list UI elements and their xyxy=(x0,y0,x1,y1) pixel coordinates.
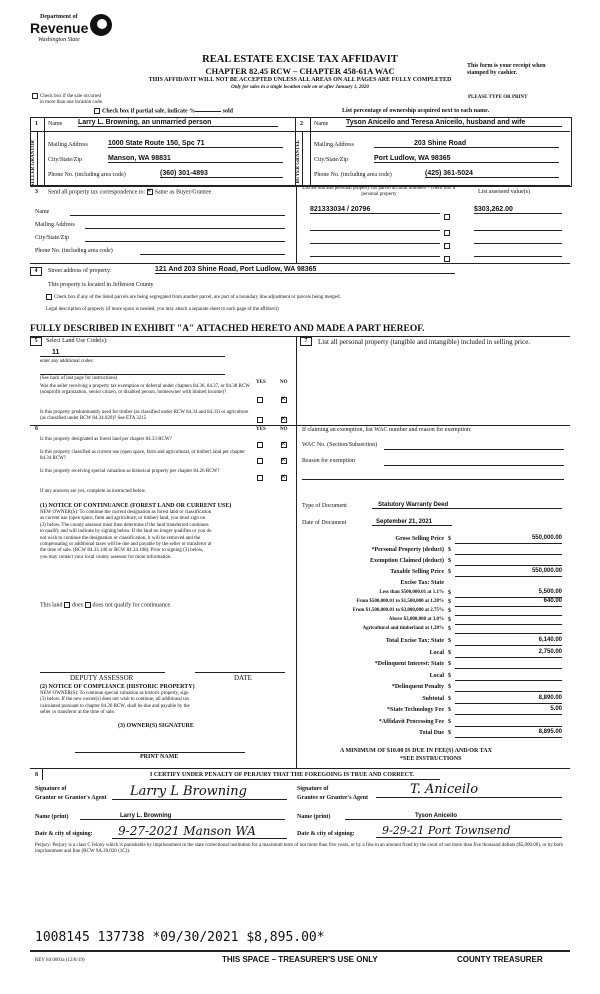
segregated-check[interactable] xyxy=(46,294,341,300)
tax-row-value[interactable] xyxy=(455,607,562,616)
segregated-label: Check box if any of the listed parcels are being segregated from another parcel, are part of a boundary line adjustment or parcels being merged. xyxy=(54,295,341,301)
exemption-label: If claiming an exemption, list WAC number and reason for exemption: xyxy=(302,427,472,433)
tax-row-label: From $1,500,000.01 to $3,000,000 at 2.75% xyxy=(352,608,444,613)
tax-row-value[interactable] xyxy=(455,616,562,625)
dor-logo-emblem-icon xyxy=(90,14,112,36)
notice-line: NEW OWNER(S): To continue special valuation as historic property, sign xyxy=(40,691,189,696)
grantor-date-city[interactable]: 9-27-2021 Manson WA xyxy=(112,824,287,839)
treasurer-receipt-stamp: 1008145 137738 *09/30/2021 $8,895.00* xyxy=(35,930,325,945)
land-use-label: Select Land Use Code(s): xyxy=(46,338,108,344)
multi-location-label-2: in more than one location code. xyxy=(40,100,104,105)
grantor-name-print-label: Name (print) xyxy=(35,814,69,820)
buyer-name[interactable]: Tyson Aniceilo and Teresa Aniceilo, husband and wife xyxy=(346,119,562,127)
partial-sale-check[interactable] xyxy=(94,108,233,114)
this-land-label: This land xyxy=(40,602,63,609)
deputy-assessor-label: DEPUTY ASSESSOR xyxy=(70,674,134,682)
dept-line3: Washington State xyxy=(38,37,80,43)
tax-row-label: Local xyxy=(429,649,444,656)
tax-row-label: Less than $500,000.01 at 1.1% xyxy=(379,590,444,595)
tax-dollar-sign: $ xyxy=(448,547,451,553)
tax-row-label: *Affidavit Processing Fee xyxy=(378,718,444,725)
tax-row-value[interactable] xyxy=(455,625,562,634)
s5-question-timber: Is this property predominantly used for timber (as classified under RCW 84.34 and 84.33) or agriculture (as classified under RCW 84.34.020)? See ETA 3215 xyxy=(40,410,249,421)
tax-row-label: *Personal Property (deduct) xyxy=(371,547,444,553)
seller-phone[interactable]: (360) 301-4893 xyxy=(160,170,283,178)
tax-row-label: *State Technology Fee xyxy=(387,707,444,713)
s6-yes-header: YES xyxy=(256,427,266,432)
doc-date-label: Date of Document xyxy=(302,520,347,526)
notice-line: not wish to continue the designation or classification, it will be removed and the xyxy=(40,535,201,541)
s6-question-forest: Is this property designated as forest land per chapter 84.33 RCW? xyxy=(40,437,172,442)
parcel-header: List all real and personal property tax parcel account numbers – check box if personal property xyxy=(302,186,456,197)
tax-row-value[interactable]: 5,500.00 xyxy=(455,589,562,598)
grantee-date-city-label: Date & city of signing: xyxy=(297,831,355,837)
s6-question-current-use: Is this property classified as current use (open space, farm and agricultural, or timber) land per chapter 84.34 RCW? xyxy=(40,450,245,461)
tax-dollar-sign: $ xyxy=(448,536,451,542)
dept-line2: Revenue xyxy=(30,20,89,36)
tax-row-value[interactable] xyxy=(455,557,562,566)
land-does-checkbox[interactable] xyxy=(64,602,70,608)
s6-q2-no-checkbox[interactable] xyxy=(281,458,287,464)
perjury-notice: Perjury: Perjury is a class C felony which is punishable by imprisonment in the state correctional institution for a maximum term of not more than five years, or by a fine in an amount fixed by the court of not more than five thousand dollars ($5,000.00), or by both imprisonment and fine (RCW 9A.20.020 (1C)). xyxy=(35,843,563,854)
tax-dollar-sign: $ xyxy=(448,569,451,575)
form-revision: REV 84 0001a (12/6/19) xyxy=(35,958,85,963)
seller-addr-label: Mailing Address xyxy=(48,142,88,148)
s5-q2-no-checkbox[interactable] xyxy=(281,417,287,423)
legal-description-label: Legal description of property (if more space is needed, you may attach a separate sheet to each page of the affidavit) xyxy=(46,307,279,312)
section8-number: 8 xyxy=(35,772,38,778)
tax-row-label: Taxable Selling Price xyxy=(390,569,444,575)
segregated-checkbox[interactable] xyxy=(46,294,52,300)
tax-row-value[interactable] xyxy=(455,718,562,727)
doc-type-label: Type of Document xyxy=(302,503,347,509)
parcel-personal-checkbox-2[interactable] xyxy=(444,230,450,236)
tax-dollar-sign: $ xyxy=(448,672,451,679)
does-not-label: does not qualify for continuance. xyxy=(92,602,172,609)
tax-dollar-sign: $ xyxy=(448,695,451,702)
s6-question-historic: Is this property receiving special valuation as historical property per chapter 84.26 RCW? xyxy=(40,469,220,474)
s6-if-yes-note: If any answers are yes, complete as instructed below. xyxy=(40,489,147,494)
grantee-signature[interactable]: T. Aniceilo xyxy=(376,782,562,798)
tax-dollar-sign: $ xyxy=(448,684,451,690)
grantee-date-city[interactable]: 9-29-21 Port Townsend xyxy=(376,824,562,838)
tax-row-label: Excise Tax: State xyxy=(400,580,444,586)
notice-compliance-text xyxy=(40,691,190,717)
please-type: PLEASE TYPE OR PRINT xyxy=(468,95,528,100)
parcel-personal-checkbox-4[interactable] xyxy=(444,256,450,262)
ownership-note: List percentage of ownership acquired next to each name. xyxy=(342,108,490,114)
tax-row-value[interactable]: 550,000.00 xyxy=(455,568,562,577)
tax-row-value[interactable]: 550,000.00 xyxy=(455,535,562,544)
dept-line1: Department of xyxy=(40,14,78,20)
grantor-printed-name[interactable]: Larry L. Browning xyxy=(80,813,285,820)
see-instructions-note: *SEE INSTRUCTIONS xyxy=(400,756,462,762)
notice-compliance-title: (2) NOTICE OF COMPLIANCE (HISTORIC PROPERTY) xyxy=(40,684,195,690)
only-for-note: Only for sales in a single location code on or after January 1, 2020 xyxy=(231,85,369,90)
section2-number: 2 xyxy=(300,121,303,127)
notice-line: (3) below. If the new owner(s) does not wish to continue, all additional tax xyxy=(40,697,190,703)
buyer-phone-label: Phone No. (including area code) xyxy=(314,172,392,178)
county-treasurer-label: COUNTY TREASURER xyxy=(457,955,543,964)
land-does-not-checkbox[interactable] xyxy=(85,602,91,608)
assessed-value[interactable]: $303,262.00 xyxy=(474,206,562,214)
s5-q1-no-checkbox[interactable] xyxy=(281,397,287,403)
tax-row-value[interactable] xyxy=(455,683,562,692)
partial-sale-checkbox[interactable] xyxy=(94,108,100,114)
form-warning: THIS AFFIDAVIT WILL NOT BE ACCEPTED UNLESS ALL AREAS ON ALL PAGES ARE FULLY COMPLETED xyxy=(148,77,452,83)
parcel-number[interactable]: 821333034 / 20796 xyxy=(310,206,440,214)
s5-yes-header: YES xyxy=(256,380,266,385)
seller-phone-label: Phone No. (including area code) xyxy=(48,172,126,178)
wac-label: WAC No. (Section/Subsection) xyxy=(302,442,378,448)
notice-line: as current use (open space, farm and agriculture, or timber) land, you must sign on xyxy=(40,516,206,522)
county-note: This property is located in Jefferson County xyxy=(48,282,154,288)
section3-number: 3 xyxy=(35,189,38,195)
exemption-reason-label: Reason for exemption xyxy=(302,458,355,464)
tax-row-label: Local xyxy=(429,672,444,679)
section3-correspondence xyxy=(48,189,211,195)
grantee-sig-label-1: Signature of xyxy=(297,786,329,792)
multi-location-label-1: Check box if the sale occurred xyxy=(40,94,101,100)
buyer-phone[interactable]: (425) 361-5024 xyxy=(425,170,559,178)
tax-row-label: *Delinquent Penalty xyxy=(391,684,444,690)
tax-dollar-sign: $ xyxy=(448,558,451,564)
personal-property-label: List all personal property (tangible and intangible) included in selling price. xyxy=(318,338,531,346)
tax-row-label: Gross Selling Price xyxy=(395,536,444,542)
tax-row-label: Subtotal xyxy=(422,695,444,702)
s6-q1-yes-checkbox[interactable] xyxy=(257,442,263,448)
tax-dollar-sign: $ xyxy=(448,730,451,736)
seller-city-label: City/State/Zip xyxy=(48,157,82,163)
street-address-label: Street address of property: xyxy=(48,268,112,274)
buyer-addr-label: Mailing Address xyxy=(314,142,354,148)
buyer-city-label: City/State/Zip xyxy=(314,157,348,163)
tax-row-label: From $500,000.01 to $1,500,000 at 1.28% xyxy=(356,599,444,604)
tax-row-value[interactable]: 640.00 xyxy=(455,598,562,607)
s5-q2-yes-checkbox[interactable] xyxy=(257,417,263,423)
section5-number: 5 xyxy=(30,337,42,346)
notice-line: seller or transferor at the time of sale. xyxy=(40,710,115,716)
grantor-sig-label-2: Grantor or Grantor's Agent xyxy=(35,795,107,801)
dor-logo xyxy=(30,14,120,54)
seller-name-label: Name xyxy=(48,121,63,127)
notice-line: you may contact your local county assessor for more information. xyxy=(40,554,172,560)
tax-row-value[interactable] xyxy=(455,546,562,555)
tax-row-label: Exemption Claimed (deduct) xyxy=(370,558,444,564)
tax-row-value[interactable]: 5.00 xyxy=(455,706,562,715)
section7-number: 7 xyxy=(300,337,312,346)
owner-signature-label: (3) OWNER(S) SIGNATURE xyxy=(118,723,194,729)
doc-date[interactable]: September 21, 2021 xyxy=(372,519,452,526)
partial-sale-label: Check box if partial sale, indicate % xyxy=(102,108,196,115)
print-name-label: PRINT NAME xyxy=(140,754,179,760)
grantee-sig-label-2: Grantee or Grantee's Agent xyxy=(297,795,369,801)
correspondence-label: Send all property tax correspondence to: xyxy=(48,189,146,196)
assessed-header: List assessed value(s) xyxy=(478,189,530,195)
buyer-name-label: Name xyxy=(314,121,329,127)
deputy-date-label: DATE xyxy=(234,674,252,682)
street-address[interactable]: 121 And 203 Shine Road, Port Ludlow, WA 98365 xyxy=(155,266,455,274)
grantee-printed-name[interactable]: Tyson Aniceilo xyxy=(345,813,562,820)
tax-dollar-sign: $ xyxy=(448,617,451,623)
notice-line: NEW OWNER(S): To continue the current designation as forest land or classification xyxy=(40,510,212,515)
s3-phone-label: Phone No. (including area code) xyxy=(35,248,113,254)
tax-row-label: Total Due xyxy=(419,730,444,736)
treasurer-use-only: THIS SPACE – TREASURER'S USE ONLY xyxy=(222,955,378,964)
notice-continuance-text xyxy=(40,510,211,561)
tax-dollar-sign: $ xyxy=(448,608,451,614)
exhibit-a-statement: FULLY DESCRIBED IN EXHIBIT "A" ATTACHED HERETO AND MADE A PART HEREOF. xyxy=(30,324,425,334)
tax-dollar-sign: $ xyxy=(448,707,451,713)
seller-side-label: SELLER GRANTOR xyxy=(31,140,36,187)
tax-dollar-sign: $ xyxy=(448,638,451,644)
certify-statement: I CERTIFY UNDER PENALTY OF PERJURY THAT THE FOREGOING IS TRUE AND CORRECT. xyxy=(150,772,415,778)
receipt-note-1: This form is your receipt when xyxy=(467,63,546,69)
seller-name[interactable]: Larry L. Browning, an unmarried person xyxy=(78,119,278,127)
tax-dollar-sign: $ xyxy=(448,599,451,605)
s6-q2-yes-checkbox[interactable] xyxy=(257,458,263,464)
grantor-date-city-label: Date & city of signing: xyxy=(35,831,93,837)
receipt-note-2: stamped by cashier. xyxy=(467,70,518,76)
tax-row-label: Total Excise Tax: State xyxy=(385,638,444,644)
tax-dollar-sign: $ xyxy=(448,661,451,667)
s6-no-header: NO xyxy=(280,427,288,432)
tax-row-value[interactable]: 6,140.00 xyxy=(455,637,562,646)
tax-row-value[interactable]: 8,890.00 xyxy=(455,695,562,704)
parcel-personal-checkbox-1[interactable] xyxy=(444,214,450,220)
same-as-buyer-label: Same as Buyer/Grantee xyxy=(154,189,212,196)
tax-row-value[interactable]: 2,750.00 xyxy=(455,649,562,658)
parcel-personal-checkbox-3[interactable] xyxy=(444,243,450,249)
notice-continuance-title: (1) NOTICE OF CONTINUANCE (FOREST LAND OR CURRENT USE) xyxy=(40,503,232,509)
sold-label: sold xyxy=(222,108,234,115)
buyer-side-label: BUYER GRANTEE xyxy=(296,140,301,184)
tax-dollar-sign: $ xyxy=(448,649,451,656)
buyer-city[interactable]: Port Ludlow, WA 98365 xyxy=(374,155,559,163)
tax-row-label: *Delinquent Interest: State xyxy=(374,661,444,667)
tax-row-value[interactable] xyxy=(455,672,562,681)
section6-number: 6 xyxy=(35,426,38,432)
notice-line: calculated pursuant to chapter 84.26 RCW, shall be due and payable by the xyxy=(40,703,190,709)
s6-q1-no-checkbox[interactable] xyxy=(281,442,287,448)
tax-row-label: Agricultural and timberland at 1.28% xyxy=(362,626,444,631)
additional-codes-label: enter any additional codes: xyxy=(40,359,94,364)
doc-type[interactable]: Statutory Warranty Deed xyxy=(372,502,562,509)
s5-no-header: NO xyxy=(280,380,288,385)
multi-location-checkbox[interactable] xyxy=(32,93,38,99)
section1-number: 1 xyxy=(35,121,38,127)
see-back-note: (See back of last page for instructions) xyxy=(40,376,118,381)
form-subtitle: CHAPTER 82.45 RCW – CHAPTER 458-61A WAC xyxy=(205,66,395,76)
notice-line: the time of sale. (RCW 84.33.140 or RCW 84.34.108). Prior to signing (3) below, xyxy=(40,548,204,554)
grantor-sig-label-1: Signature of xyxy=(35,786,67,792)
s6-q3-yes-checkbox[interactable] xyxy=(257,475,263,481)
tax-row-value[interactable]: 8,895.00 xyxy=(455,729,562,738)
s3-addr-label: Mailing Address xyxy=(35,222,75,228)
notice-line: (3) below. The county assessor must then determine if the land transferred continues xyxy=(40,522,209,528)
land-use-code[interactable]: 11 xyxy=(52,349,60,356)
notice-line: to qualify and will indicate by signing below. If the land no longer qualifies or you do xyxy=(40,529,212,535)
tax-dollar-sign: $ xyxy=(448,626,451,632)
section4-number: 4 xyxy=(30,267,42,276)
tax-dollar-sign: $ xyxy=(448,718,451,725)
s6-q3-no-checkbox[interactable] xyxy=(281,475,287,481)
continuance-qualify xyxy=(40,602,172,608)
form-title: REAL ESTATE EXCISE TAX AFFIDAVIT xyxy=(202,54,398,65)
multi-location-check[interactable] xyxy=(32,93,101,99)
tax-row-value[interactable] xyxy=(455,660,562,669)
tax-dollar-sign: $ xyxy=(448,590,451,596)
s5-question-exemption: Was the seller receiving a property tax exemption or deferral under chapters 84.36, 84.37, or 84.38 RCW (nonprofit organization, senior citizen, or disabled person, homeowner with limited income)? xyxy=(40,384,250,395)
grantee-name-print-label: Name (print) xyxy=(297,814,331,820)
s5-q1-yes-checkbox[interactable] xyxy=(257,397,263,403)
notice-line: compensating or additional taxes will be due and payable by the seller or transferor at xyxy=(40,542,212,548)
seller-address[interactable]: 1000 State Route 150, Spc 71 xyxy=(108,140,283,148)
s3-city-label: City/State/Zip xyxy=(35,235,69,241)
minimum-fee-note: A MINIMUM OF $10.00 IS DUE IN FEE(S) AND/OR TAX xyxy=(340,748,492,754)
grantor-signature[interactable]: Larry L Browning xyxy=(112,784,287,800)
does-label: does xyxy=(72,602,83,609)
s3-name-label: Name xyxy=(35,209,50,215)
seller-city[interactable]: Manson, WA 98831 xyxy=(108,155,283,163)
same-as-buyer-checkbox[interactable] xyxy=(147,189,153,195)
tax-row-label: Above $3,000,000 at 3.0% xyxy=(388,617,444,622)
buyer-address[interactable]: 203 Shine Road xyxy=(374,140,559,148)
